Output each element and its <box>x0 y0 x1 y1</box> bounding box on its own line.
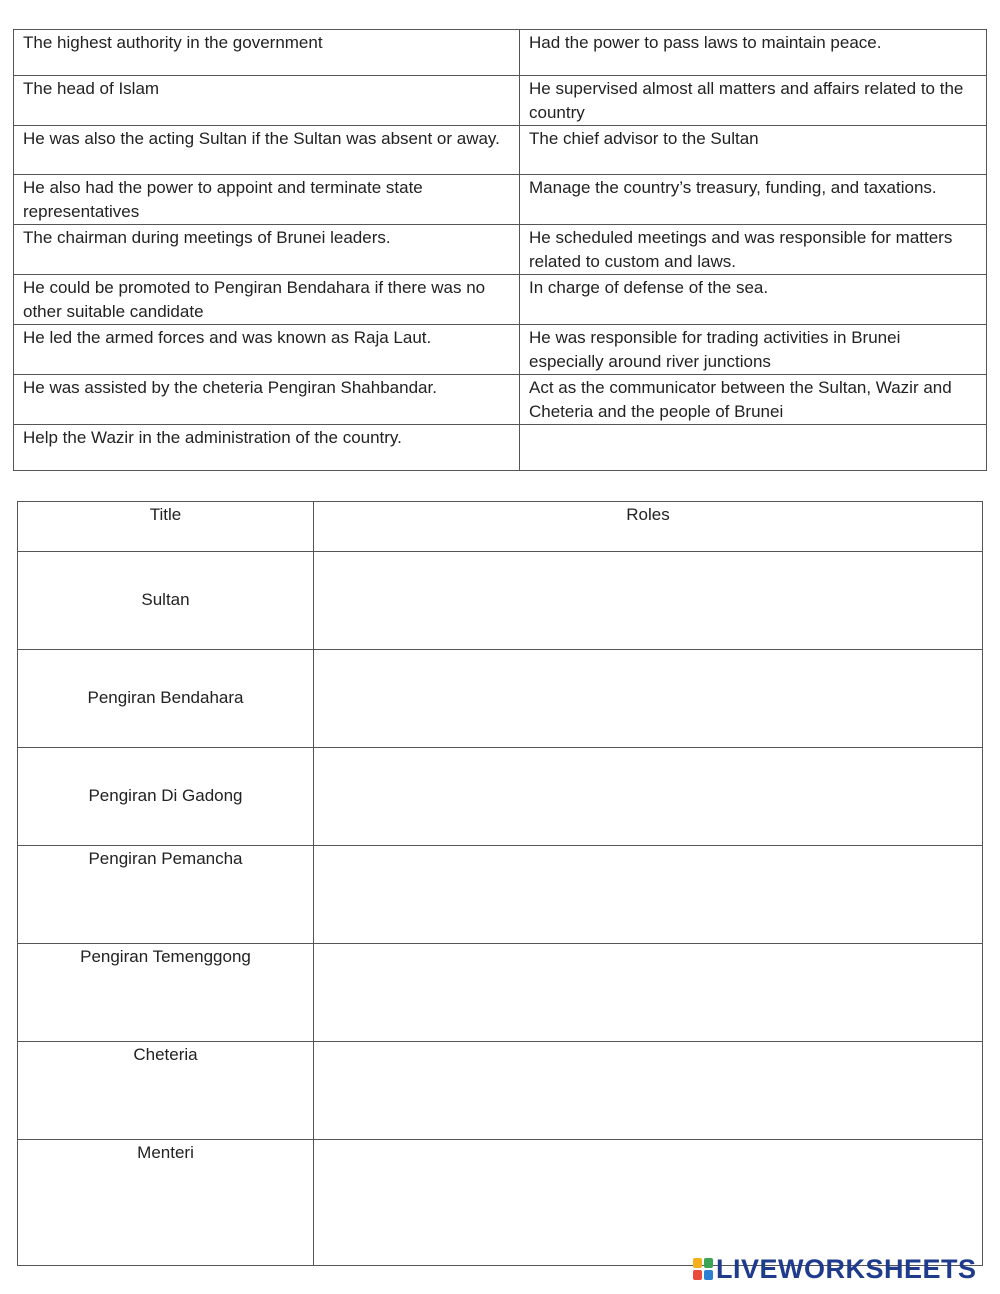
answer-row <box>18 944 983 1042</box>
answer-row <box>18 552 983 650</box>
roles-drop-zone[interactable] <box>314 1042 983 1140</box>
clue-right[interactable]: Act as the communicator between the Sultan, Wazir and Cheteria and the people of Brunei <box>520 375 987 425</box>
clue-row <box>14 30 987 76</box>
clue-row <box>14 76 987 126</box>
clue-left[interactable]: He was also the acting Sultan if the Sultan was absent or away. <box>14 126 520 175</box>
clue-left[interactable]: The chairman during meetings of Brunei leaders. <box>14 225 520 275</box>
title-column-header: Title <box>18 502 314 552</box>
clue-left[interactable]: He led the armed forces and was known as Raja Laut. <box>14 325 520 375</box>
roles-drop-zone[interactable] <box>314 552 983 650</box>
answer-row <box>18 846 983 944</box>
title-cell: Pengiran Temenggong <box>18 944 314 1042</box>
logo-mark-square <box>704 1270 713 1280</box>
logo-wordmark: LIVEWORKSHEETS <box>716 1253 977 1284</box>
clue-left[interactable]: He could be promoted to Pengiran Bendahara if there was no other suitable candidate <box>14 275 520 325</box>
clue-right[interactable] <box>520 425 987 471</box>
clue-row <box>14 425 987 471</box>
roles-drop-zone[interactable] <box>314 944 983 1042</box>
clue-right[interactable]: In charge of defense of the sea. <box>520 275 987 325</box>
clue-left[interactable]: The head of Islam <box>14 76 520 126</box>
clue-right[interactable]: Had the power to pass laws to maintain peace. <box>520 30 987 76</box>
answer-header-row <box>18 502 983 552</box>
clue-left[interactable]: Help the Wazir in the administration of the country. <box>14 425 520 471</box>
answer-table <box>17 501 983 1266</box>
title-cell: Menteri <box>18 1140 314 1266</box>
answer-row <box>18 1042 983 1140</box>
logo-mark-square <box>704 1258 713 1268</box>
clue-right[interactable]: He was responsible for trading activities in Brunei especially around river junctions <box>520 325 987 375</box>
logo-mark-square <box>693 1258 702 1268</box>
title-cell: Pengiran Bendahara <box>18 650 314 748</box>
clue-row <box>14 325 987 375</box>
answer-row <box>18 650 983 748</box>
title-cell: Sultan <box>18 552 314 650</box>
clue-left[interactable]: He was assisted by the cheteria Pengiran Shahbandar. <box>14 375 520 425</box>
clue-right[interactable]: The chief advisor to the Sultan <box>520 126 987 175</box>
answer-row <box>18 748 983 846</box>
roles-column-header: Roles <box>314 502 983 552</box>
clue-right[interactable]: He supervised almost all matters and affairs related to the country <box>520 76 987 126</box>
roles-drop-zone[interactable] <box>314 1140 983 1266</box>
title-cell: Pengiran Di Gadong <box>18 748 314 846</box>
roles-drop-zone[interactable] <box>314 748 983 846</box>
title-cell: Pengiran Pemancha <box>18 846 314 944</box>
clue-right[interactable]: Manage the country’s treasury, funding, and taxations. <box>520 175 987 225</box>
clue-row <box>14 175 987 225</box>
clue-left[interactable]: He also had the power to appoint and terminate state representatives <box>14 175 520 225</box>
clues-table <box>13 29 987 471</box>
title-cell: Cheteria <box>18 1042 314 1140</box>
logo-mark-square <box>693 1270 702 1280</box>
clue-left[interactable]: The highest authority in the government <box>14 30 520 76</box>
clue-row <box>14 225 987 275</box>
roles-drop-zone[interactable] <box>314 650 983 748</box>
roles-drop-zone[interactable] <box>314 846 983 944</box>
answer-row <box>18 1140 983 1266</box>
liveworksheets-mark-icon <box>692 1257 714 1281</box>
clue-row <box>14 375 987 425</box>
clue-right[interactable]: He scheduled meetings and was responsible for matters related to custom and laws. <box>520 225 987 275</box>
liveworksheets-logo <box>692 1255 977 1283</box>
clue-row <box>14 275 987 325</box>
clue-row <box>14 126 987 175</box>
